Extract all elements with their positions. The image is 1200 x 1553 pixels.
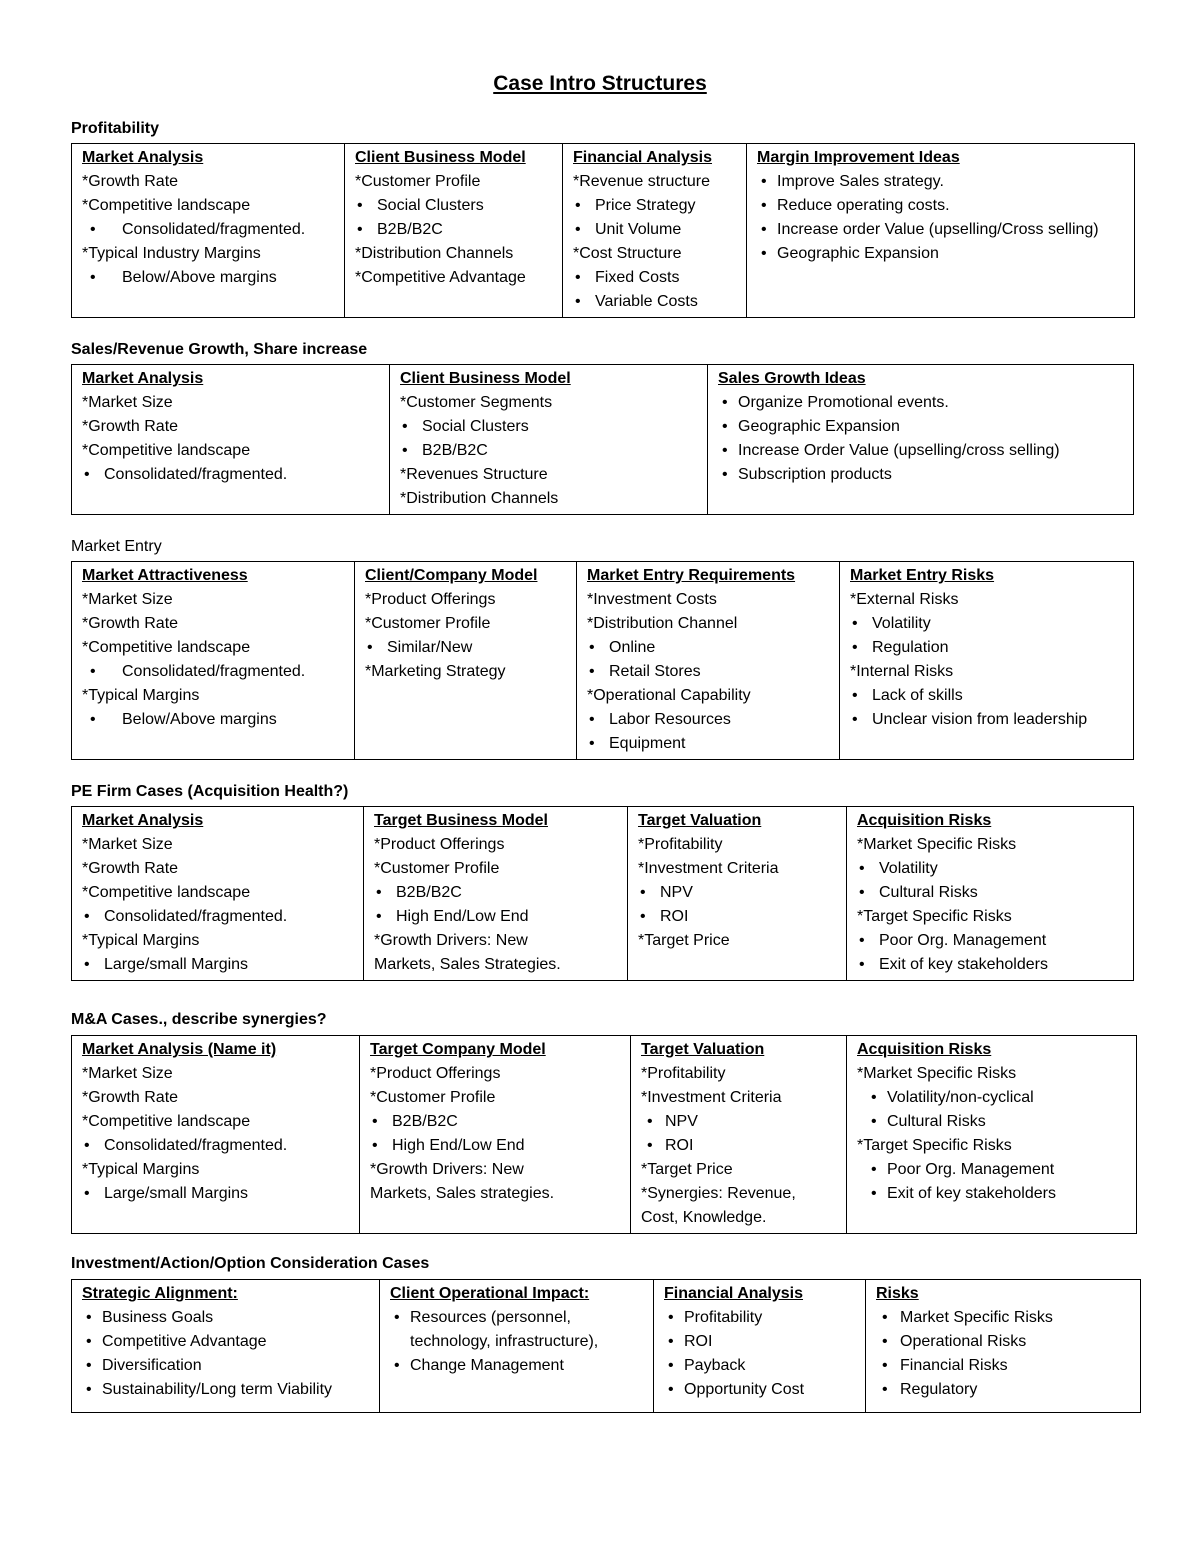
column-header: Market Entry Risks — [850, 567, 995, 584]
list-item: *Market Specific Risks — [857, 836, 1017, 853]
list-item: • Change Management — [390, 1354, 645, 1378]
table-cell — [72, 144, 345, 318]
column-header: Target Valuation — [641, 1041, 765, 1058]
list-item: *Product Offerings — [370, 1065, 501, 1082]
table-cell — [654, 1280, 866, 1413]
column-header: Financial Analysis — [664, 1285, 804, 1302]
list-item: • Operational Risks — [876, 1330, 1132, 1354]
list-item: • Volatility — [850, 612, 1125, 636]
column-header: Target Company Model — [370, 1041, 546, 1058]
list-item: • Reduce operating costs. — [757, 194, 1126, 218]
list-item: *Competitive landscape — [82, 197, 251, 214]
list-item: • Consolidated/fragmented. — [82, 660, 346, 684]
list-item: *Synergies: Revenue, — [641, 1185, 796, 1202]
list-item: • Below/Above margins — [82, 266, 336, 290]
column-header: Acquisition Risks — [857, 812, 992, 829]
list-item: • Consolidated/fragmented. — [82, 218, 336, 242]
list-item: *Typical Margins — [82, 932, 200, 949]
list-item: • Subscription products — [718, 463, 1125, 487]
list-item: *Customer Profile — [365, 615, 491, 632]
list-item: *Competitive Advantage — [355, 269, 526, 286]
list-item: *Market Size — [82, 836, 173, 853]
list-item: • Volatility/non-cyclical — [857, 1086, 1128, 1110]
page-title: Case Intro Structures — [493, 72, 707, 95]
list-item: *Competitive landscape — [82, 442, 251, 459]
column-header: Acquisition Risks — [857, 1041, 992, 1058]
table-cell — [708, 365, 1134, 515]
table-cell — [360, 1036, 631, 1234]
table-cell — [355, 562, 577, 760]
list-item: • Volatility — [857, 857, 1125, 881]
column-header: Market Entry Requirements — [587, 567, 796, 584]
table-cell — [563, 144, 747, 318]
list-item: *Competitive landscape — [82, 884, 251, 901]
market-entry-table — [71, 561, 1134, 760]
list-item: • B2B/B2C — [355, 218, 554, 242]
list-item: *Competitive landscape — [82, 639, 251, 656]
list-item: • Lack of skills — [850, 684, 1125, 708]
list-item: *Growth Drivers: New — [374, 932, 528, 949]
table-cell — [72, 807, 364, 981]
list-item: • Geographic Expansion — [757, 242, 1126, 266]
list-item: • Market Specific Risks — [876, 1306, 1132, 1330]
list-item: • Poor Org. Management — [857, 929, 1125, 953]
column-header: Market Analysis — [82, 812, 204, 829]
section-heading-ma: M&A Cases., describe synergies? — [71, 1011, 327, 1028]
table-cell — [840, 562, 1134, 760]
list-item: *Customer Segments — [400, 394, 553, 411]
column-header: Market Analysis — [82, 149, 204, 166]
list-item: • Price Strategy — [573, 194, 738, 218]
list-item: *Product Offerings — [365, 591, 496, 608]
list-item: • Profitability — [664, 1306, 857, 1330]
list-item: *Cost Structure — [573, 245, 682, 262]
table-cell — [631, 1036, 847, 1234]
sales-table — [71, 364, 1134, 515]
list-item: • Geographic Expansion — [718, 415, 1125, 439]
list-item: • Business Goals — [82, 1306, 371, 1330]
section-heading-sales: Sales/Revenue Growth, Share increase — [71, 341, 368, 358]
list-item: *Typical Industry Margins — [82, 245, 261, 262]
list-item: *Customer Profile — [374, 860, 500, 877]
column-header: Market Analysis (Name it) — [82, 1041, 277, 1058]
list-item: *Customer Profile — [370, 1089, 496, 1106]
list-item: • B2B/B2C — [374, 881, 619, 905]
table-cell — [364, 807, 628, 981]
list-item: • Financial Risks — [876, 1354, 1132, 1378]
list-item: • Labor Resources — [587, 708, 831, 732]
list-item: *Growth Rate — [82, 173, 179, 190]
list-item: *Internal Risks — [850, 663, 954, 680]
list-item: *Target Price — [641, 1161, 733, 1178]
table-cell — [72, 562, 355, 760]
list-item: • Retail Stores — [587, 660, 831, 684]
list-item: • Increase order Value (upselling/Cross selling) — [757, 218, 1126, 242]
list-item: • Cultural Risks — [857, 881, 1125, 905]
table-cell — [72, 365, 390, 515]
list-item: • Similar/New — [365, 636, 568, 660]
list-item: *Profitability — [638, 836, 723, 853]
list-item: Markets, Sales strategies. — [370, 1185, 555, 1202]
column-header: Financial Analysis — [573, 149, 713, 166]
list-item: • Competitive Advantage — [82, 1330, 371, 1354]
list-item: • Organize Promotional events. — [718, 391, 1125, 415]
list-item: *Growth Rate — [82, 1089, 179, 1106]
table-cell — [847, 807, 1134, 981]
list-item: *Competitive landscape — [82, 1113, 251, 1130]
list-item: • Unclear vision from leadership — [850, 708, 1125, 732]
list-item: • Social Clusters — [400, 415, 699, 439]
list-item: Cost, Knowledge. — [641, 1209, 767, 1226]
list-item: *Market Specific Risks — [857, 1065, 1017, 1082]
table-cell — [345, 144, 563, 318]
list-item: • Consolidated/fragmented. — [82, 905, 355, 929]
list-item: *External Risks — [850, 591, 959, 608]
list-item: *Marketing Strategy — [365, 663, 506, 680]
list-item: • Unit Volume — [573, 218, 738, 242]
list-item: *Distribution Channels — [400, 490, 559, 507]
list-item: • Online — [587, 636, 831, 660]
table-cell — [72, 1280, 380, 1413]
list-item: *Market Size — [82, 1065, 173, 1082]
column-header: Market Analysis — [82, 370, 204, 387]
list-item: *Customer Profile — [355, 173, 481, 190]
list-item: *Growth Drivers: New — [370, 1161, 524, 1178]
list-item: • Improve Sales strategy. — [757, 170, 1126, 194]
list-item: *Market Size — [82, 591, 173, 608]
table-cell — [72, 1036, 360, 1234]
list-item: *Investment Criteria — [638, 860, 779, 877]
list-item: • Large/small Margins — [82, 953, 355, 977]
list-item: *Target Price — [638, 932, 730, 949]
table-cell — [747, 144, 1135, 318]
list-item: • Cultural Risks — [857, 1110, 1128, 1134]
section-heading-investment: Investment/Action/Option Consideration Cases — [71, 1255, 430, 1272]
list-item: • Diversification — [82, 1354, 371, 1378]
list-item: *Profitability — [641, 1065, 726, 1082]
section-heading-pe: PE Firm Cases (Acquisition Health?) — [71, 783, 349, 800]
table-cell — [847, 1036, 1137, 1234]
list-item: • Below/Above margins — [82, 708, 346, 732]
list-item: • Payback — [664, 1354, 857, 1378]
list-item: • Poor Org. Management — [857, 1158, 1128, 1182]
list-item: • Sustainability/Long term Viability — [82, 1378, 371, 1402]
list-item: • Regulatory — [876, 1378, 1132, 1402]
list-item: • B2B/B2C — [400, 439, 699, 463]
list-item: • Large/small Margins — [82, 1182, 351, 1206]
list-item: *Growth Rate — [82, 860, 179, 877]
ma-table — [71, 1035, 1137, 1234]
list-item: • Variable Costs — [573, 290, 738, 314]
list-item: *Typical Margins — [82, 687, 200, 704]
list-item: Markets, Sales Strategies. — [374, 956, 561, 973]
table-cell — [577, 562, 840, 760]
pe-table — [71, 806, 1134, 981]
table-cell — [628, 807, 847, 981]
table-cell — [380, 1280, 654, 1413]
list-item: • Equipment — [587, 732, 831, 756]
list-item: • High End/Low End — [370, 1134, 622, 1158]
list-item: • Consolidated/fragmented. — [82, 1134, 351, 1158]
list-item: • NPV — [638, 881, 838, 905]
profitability-table — [71, 143, 1135, 318]
list-item: • Increase Order Value (upselling/cross selling) — [718, 439, 1125, 463]
list-item: • Exit of key stakeholders — [857, 953, 1125, 977]
column-header: Target Business Model — [374, 812, 548, 829]
list-item: *Product Offerings — [374, 836, 505, 853]
investment-table — [71, 1279, 1141, 1413]
column-header: Margin Improvement Ideas — [757, 149, 960, 166]
list-item: • B2B/B2C — [370, 1110, 622, 1134]
column-header: Target Valuation — [638, 812, 762, 829]
list-item: • Consolidated/fragmented. — [82, 463, 381, 487]
section-heading-profitability: Profitability — [71, 120, 160, 137]
list-item: • Exit of key stakeholders — [857, 1182, 1128, 1206]
list-item: *Revenue structure — [573, 173, 710, 190]
list-item: *Investment Criteria — [641, 1089, 782, 1106]
list-item: *Growth Rate — [82, 418, 179, 435]
column-header: Client Business Model — [355, 149, 526, 166]
column-header: Client Operational Impact: — [390, 1285, 590, 1302]
list-item: *Operational Capability — [587, 687, 751, 704]
list-item: *Growth Rate — [82, 615, 179, 632]
column-header: Client Business Model — [400, 370, 571, 387]
list-item: • Social Clusters — [355, 194, 554, 218]
column-header: Sales Growth Ideas — [718, 370, 866, 387]
list-item: *Distribution Channels — [355, 245, 514, 262]
list-item: *Distribution Channel — [587, 615, 738, 632]
table-cell — [866, 1280, 1141, 1413]
list-item: • High End/Low End — [374, 905, 619, 929]
list-item: • Regulation — [850, 636, 1125, 660]
table-cell — [390, 365, 708, 515]
column-header: Market Attractiveness — [82, 567, 248, 584]
column-header: Strategic Alignment: — [82, 1285, 238, 1302]
list-item: *Investment Costs — [587, 591, 717, 608]
list-item: • Resources (personnel, technology, infrastructure), — [390, 1306, 645, 1354]
list-item: *Target Specific Risks — [857, 1137, 1012, 1154]
list-item: *Target Specific Risks — [857, 908, 1012, 925]
list-item: • ROI — [638, 905, 838, 929]
list-item: • NPV — [641, 1110, 838, 1134]
list-item: • ROI — [664, 1330, 857, 1354]
list-item: *Typical Margins — [82, 1161, 200, 1178]
list-item: *Revenues Structure — [400, 466, 548, 483]
list-item: • ROI — [641, 1134, 838, 1158]
list-item: *Market Size — [82, 394, 173, 411]
list-item: • Fixed Costs — [573, 266, 738, 290]
column-header: Client/Company Model — [365, 567, 538, 584]
column-header: Risks — [876, 1285, 919, 1302]
list-item: • Opportunity Cost — [664, 1378, 857, 1402]
section-heading-market-entry: Market Entry — [71, 538, 162, 555]
